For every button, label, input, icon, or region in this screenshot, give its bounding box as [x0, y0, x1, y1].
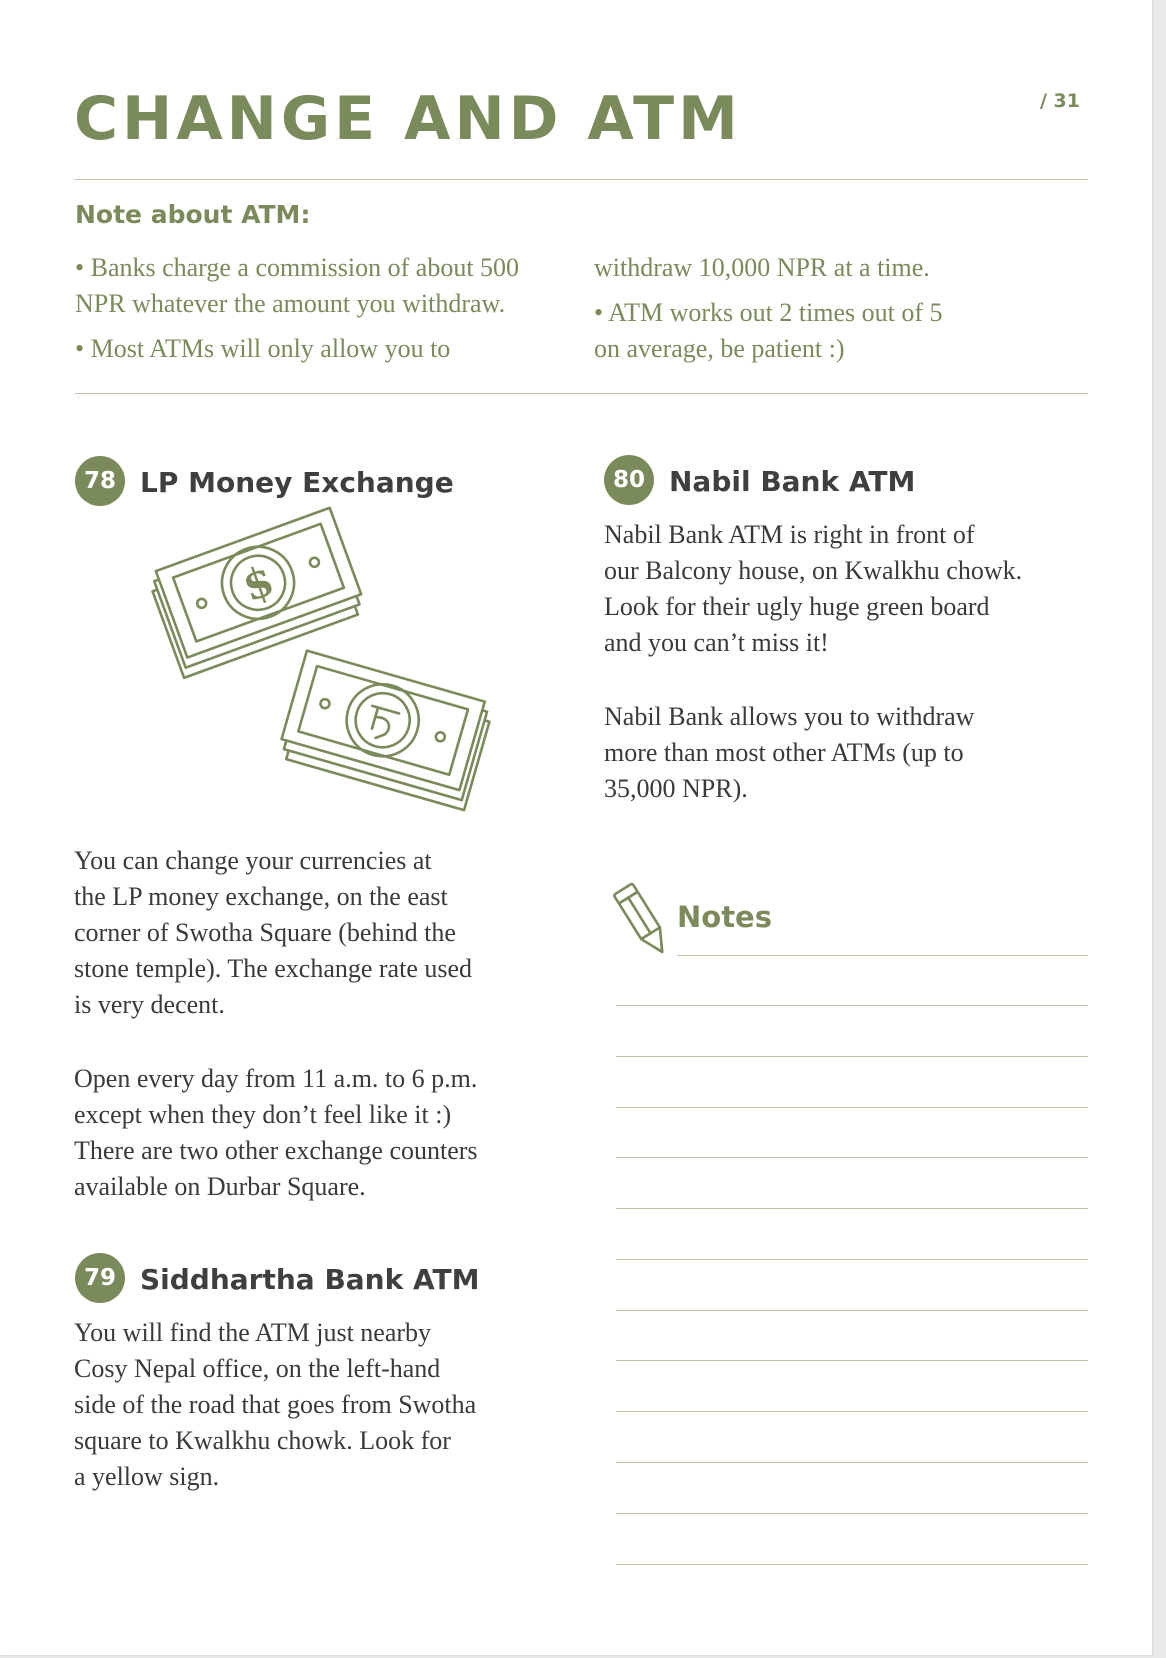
paragraph-line: square to Kwalkhu chowk. Look for: [74, 1426, 451, 1455]
title-divider: [75, 179, 1088, 180]
note-line: [616, 1259, 1088, 1260]
atm-note-line: NPR whatever the amount you withdraw.: [75, 289, 506, 318]
note-line: [616, 1310, 1088, 1311]
paragraph-line: the LP money exchange, on the east: [74, 882, 448, 911]
paragraph-line: Look for their ugly huge green board: [604, 592, 990, 621]
svg-text:$: $: [236, 555, 281, 612]
paragraph-line: Open every day from 11 a.m. to 6 p.m.: [74, 1064, 478, 1093]
paragraph-line: Cosy Nepal office, on the left-hand: [74, 1354, 441, 1383]
place-number-badge: 79: [75, 1253, 125, 1303]
atm-note-line: • ATM works out 2 times out of 5: [594, 298, 943, 327]
atm-note-line: on average, be patient :): [594, 334, 845, 363]
section-title: Nabil Bank ATM: [669, 465, 916, 498]
banknotes-icon: [150, 515, 490, 815]
atm-note-heading: Note about ATM:: [75, 200, 311, 229]
paragraph-line: Nabil Bank ATM is right in front of: [604, 520, 975, 549]
notes-label: Notes: [677, 900, 772, 934]
paragraph-line: 35,000 NPR).: [604, 774, 748, 803]
section-title: Siddhartha Bank ATM: [140, 1263, 480, 1296]
note-line: [616, 1360, 1088, 1361]
note-line: [616, 1157, 1088, 1158]
note-line: [616, 1056, 1088, 1057]
place-number-badge: 80: [604, 455, 654, 505]
place-number-badge: 78: [75, 456, 125, 506]
paragraph-line: There are two other exchange counters: [74, 1136, 478, 1165]
page-number: / 31: [1040, 90, 1080, 112]
note-line: [616, 1411, 1088, 1412]
paragraph-line: side of the road that goes from Swotha: [74, 1390, 477, 1419]
note-line: [677, 955, 1088, 956]
section-title: LP Money Exchange: [140, 466, 454, 499]
atm-note-line: • Most ATMs will only allow you to: [75, 334, 451, 363]
paragraph-line: corner of Swotha Square (behind the: [74, 918, 456, 947]
note-divider: [75, 393, 1088, 394]
paragraph-line: our Balcony house, on Kwalkhu chowk.: [604, 556, 1023, 585]
page-title: CHANGE AND ATM: [74, 84, 742, 154]
pencil-icon: [612, 884, 674, 956]
note-line: [616, 1005, 1088, 1006]
note-line: [616, 1107, 1088, 1108]
paragraph-line: available on Durbar Square.: [74, 1172, 366, 1201]
paragraph-line: stone temple). The exchange rate used: [74, 954, 473, 983]
note-line: [616, 1462, 1088, 1463]
atm-note-line: • Banks charge a commission of about 500: [75, 253, 520, 282]
paragraph-line: is very decent.: [74, 990, 225, 1019]
paragraph-line: You can change your currencies at: [74, 846, 432, 875]
note-line: [616, 1513, 1088, 1514]
note-line: [616, 1208, 1088, 1209]
paragraph-line: a yellow sign.: [74, 1462, 220, 1491]
note-line: [616, 1564, 1088, 1565]
paragraph-line: Nabil Bank allows you to withdraw: [604, 702, 975, 731]
paragraph-line: more than most other ATMs (up to: [604, 738, 964, 767]
paragraph-line: and you can’t miss it!: [604, 628, 829, 657]
paragraph-line: except when they don’t feel like it :): [74, 1100, 452, 1129]
atm-note-line: withdraw 10,000 NPR at a time.: [594, 253, 930, 282]
paragraph-line: You will find the ATM just nearby: [74, 1318, 432, 1347]
